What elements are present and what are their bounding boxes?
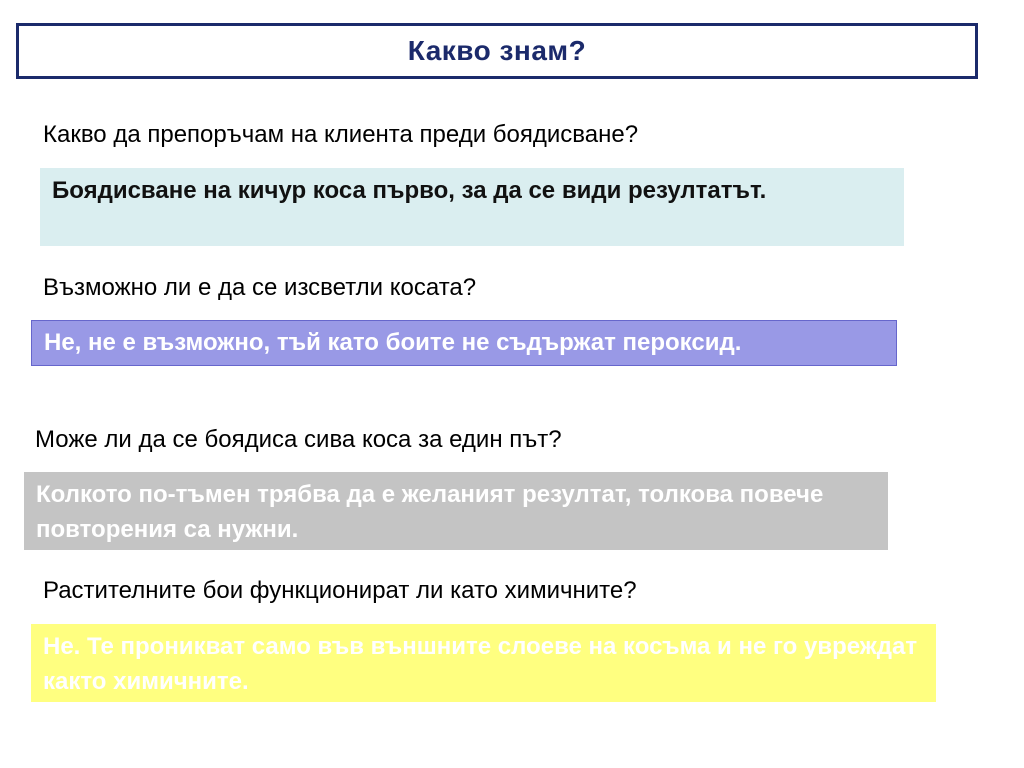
answer-3: Колкото по-тъмен трябва да е желаният резултат, толкова повече повторения са нужни. xyxy=(24,472,888,550)
answer-4: Не. Те проникват само във външните слоеве на косъма и не го увреждат както химичните. xyxy=(31,624,936,702)
question-3: Може ли да се боядиса сива коса за един път? xyxy=(35,426,562,453)
slide-title: Какво знам? xyxy=(407,35,587,66)
answer-2: Не, не е възможно, тъй като боите не съдържат пероксид. xyxy=(31,320,897,366)
question-4: Растителните бои функционират ли като химичните? xyxy=(43,577,637,604)
question-2: Възможно ли е да се изсветли косата? xyxy=(43,274,477,301)
answer-1: Боядисване на кичур коса първо, за да се види резултатът. xyxy=(40,168,904,246)
title-box xyxy=(16,23,978,79)
question-1: Какво да препоръчам на клиента преди боядисване? xyxy=(43,121,639,148)
